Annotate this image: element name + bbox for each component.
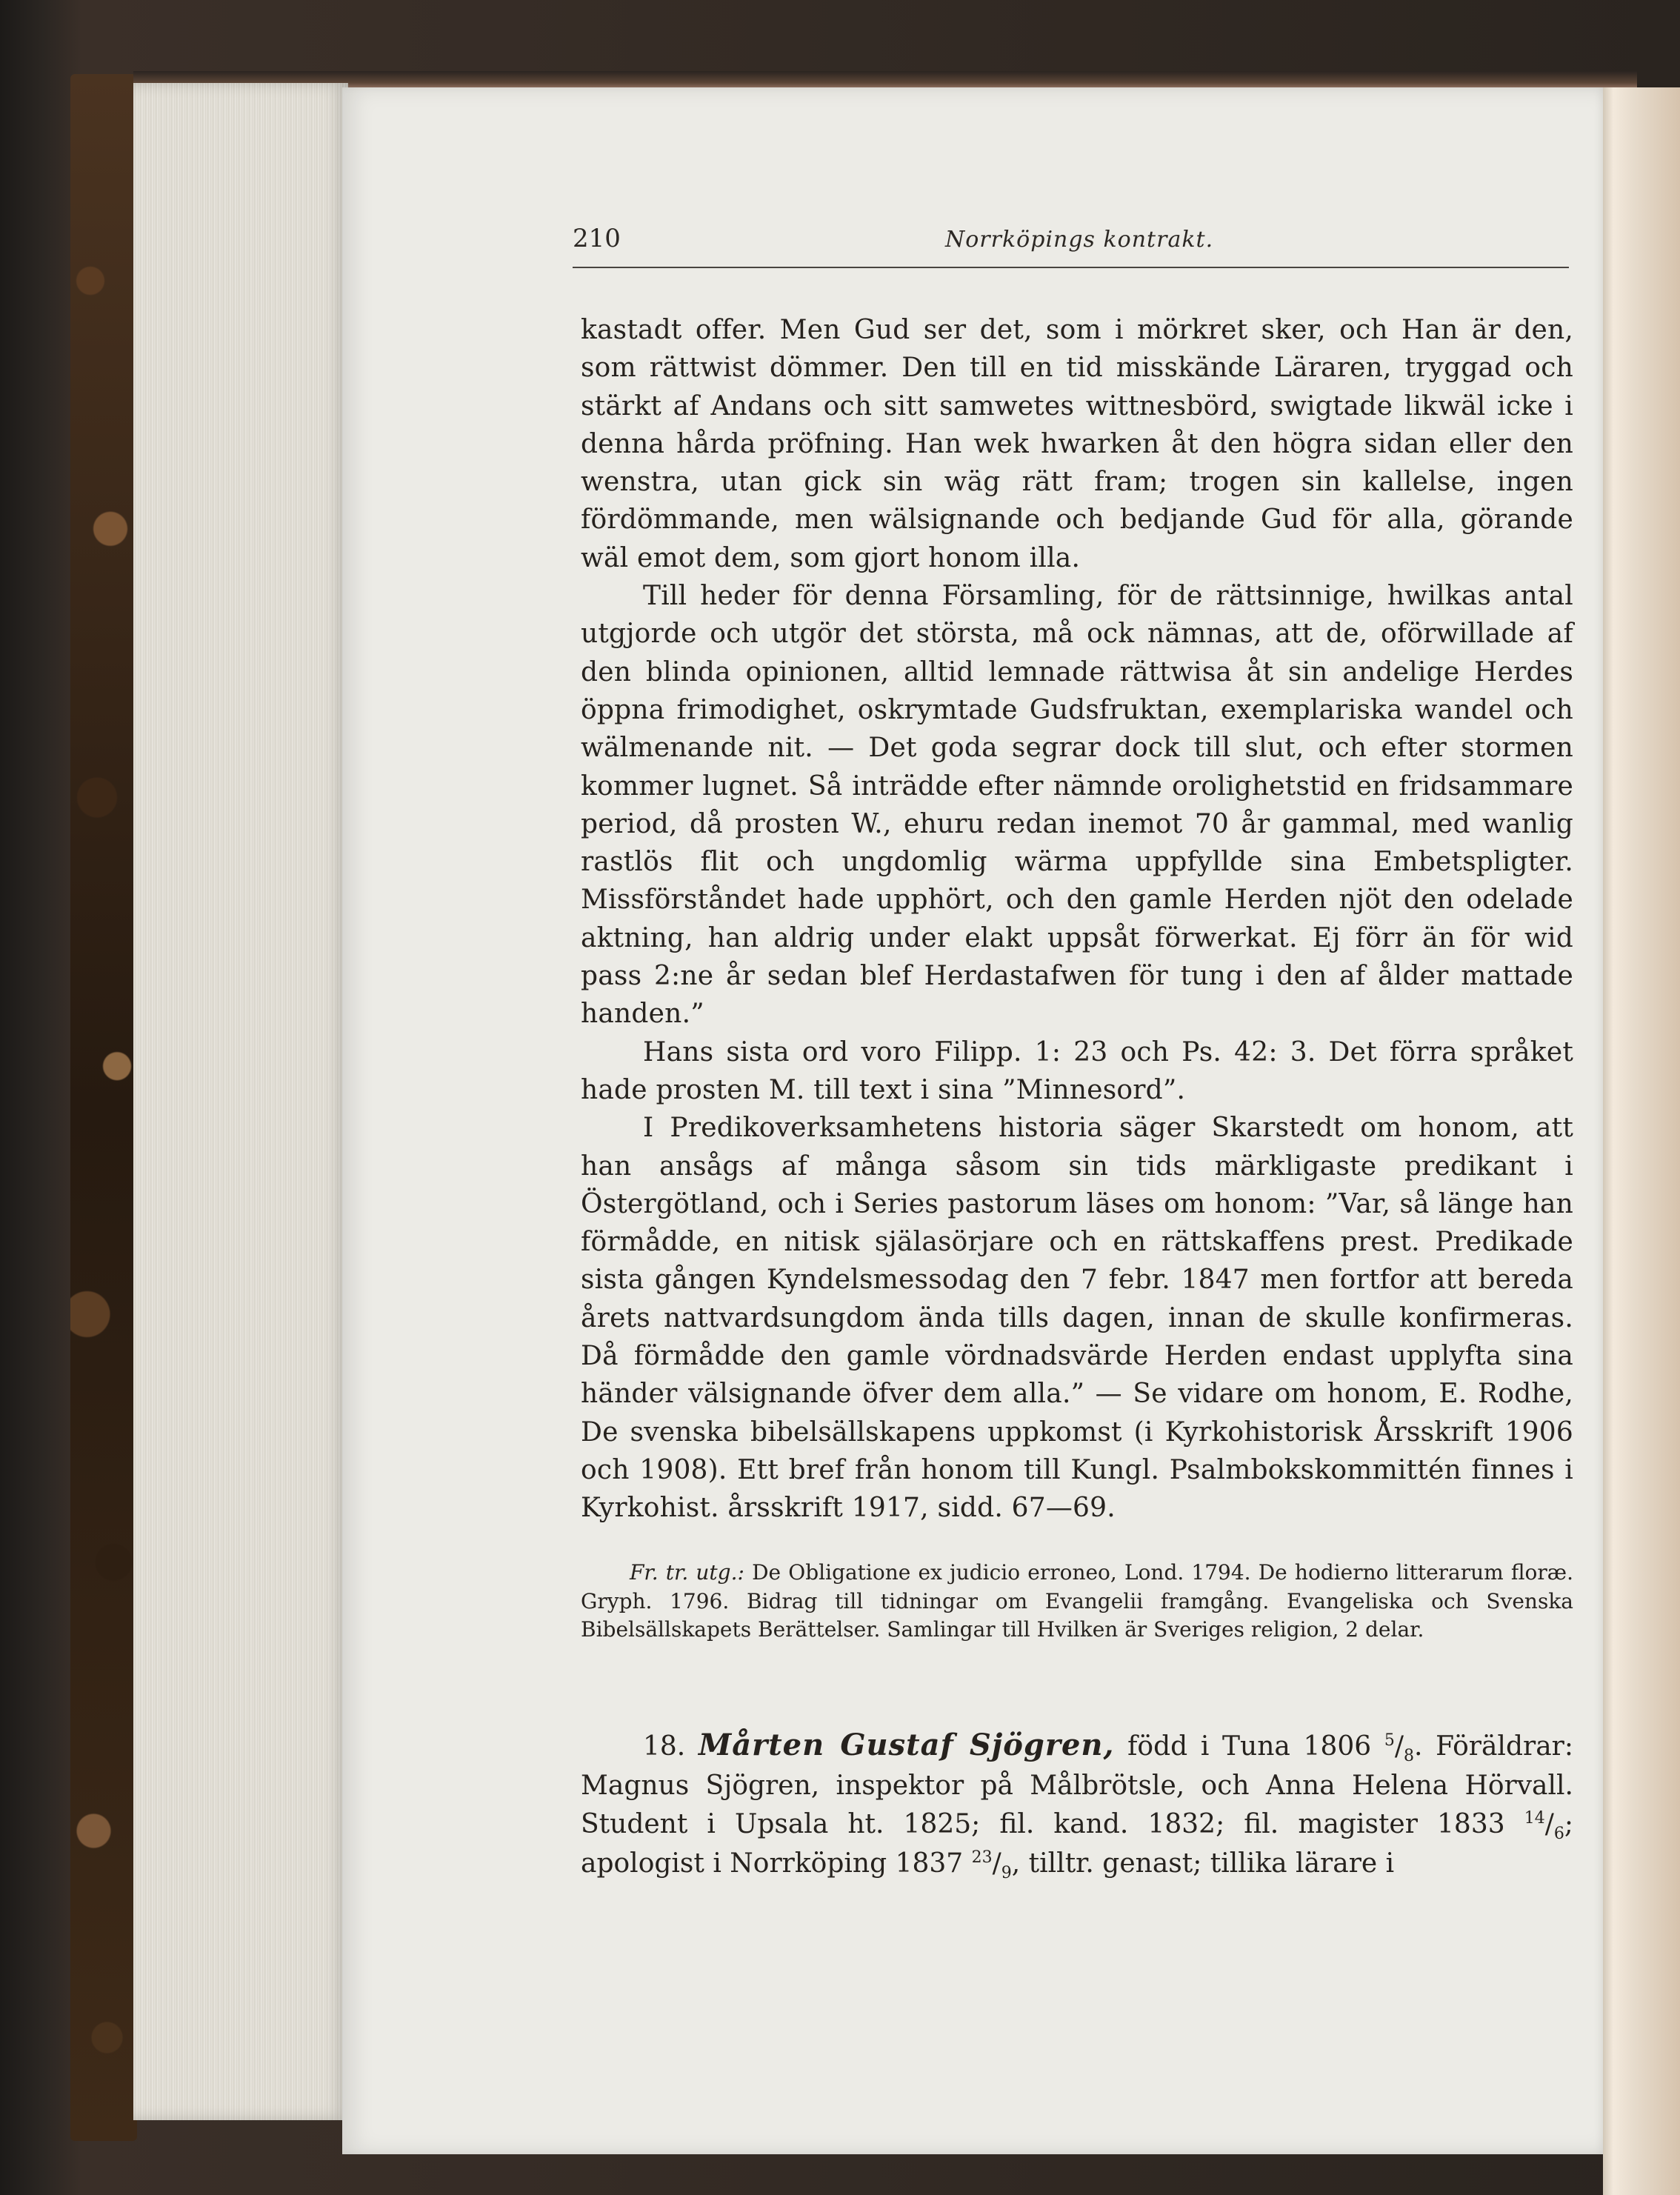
fraction-3-denominator: 9 [1001,1863,1012,1882]
fraction-1-denominator: 8 [1403,1747,1414,1766]
fraction-2-numerator: 14 [1524,1809,1545,1828]
body-text [581,311,1573,1528]
fraction-2-denominator: 6 [1553,1825,1564,1844]
paragraph-4: I Predikoverksamhetens historia säger Skarstedt om honom, att han ansågs af många såsom sin tids märkligaste predikant i Östergötland, och i Series pastorum läses om honom: ”Var, så länge han förmådde, en nitisk själasörjare och en rättskaffens prest. Predikade sista gången Kyndelsmessodag den 7 febr. 1847 men fortfor att bereda årets nattvardsungdom ända tills dagen, innan de skulle konfirmeras. Då förmådde den gamle vördnadsvärde Herden endast upplyfta sina händer välsignande öfver dem alla.” — Se vidare om honom, E. Rodhe, De svenska bibelsällskapens uppkomst (i Kyrkohistorisk Årsskrift 1906 och 1908). Ett bref från honom till Kungl. Psalmbokskommittén finnes i Kyrkohist. årsskrift 1917, sidd. 67—69. [581,1113,1573,1524]
header-rule [573,267,1569,268]
paragraph-3: Hans sista ord voro Filipp. 1: 23 och Ps. 42: 3. Det förra språket hade prosten M. till text i sina ”Minnesord”. [581,1036,1573,1105]
paragraph-1: kastadt offer. Men Gud ser det, som i mörkret sker, och Han är den, som rättwist dömmer. Den till en tid misskände Läraren, tryggad och stärkt af Andans och sitt samwetes wittnesbörd, swigtade likwäl icke i denna hårda pröfning. Han wek hwarken åt den högra sidan eller den wenstra, utan gick sin wäg rätt fram; trogen sin kallelse, ingen fördömmande, men wälsignande och bedjande Gud för alla, görande wäl emot dem, som gjort honom illa. [581,315,1573,573]
fraction-3-numerator: 23 [971,1848,993,1867]
paragraph-2: Till heder för denna Församling, för de rättsinnige, hwilkas antal utgjorde och utgör det största, må ock nämnas, att de, oförwillade af den blinda opinionen, alltid lemnade rättwisa åt sin andelige Herdes öppna frimodighet, oskrymtade Gudsfruktan, exemplariska wandel och wälmenande nit. — Det goda segrar dock till slut, och efter stormen kommer lugnet. Så inträdde efter nämnde orolighetstid en fridsammare period, då prosten W., ehuru redan inemot 70 år gammal, med wanlig rastlös flit och ungdomlig wärma uppfyllde sina Embetspligter. Missförståndet hade upphört, och den gamle Herden njöt den odelade aktning, han aldrig under elakt uppsåt förwerkat. Ej förr än för wid pass 2:ne år sedan blef Herdastafwen för tung i den af ålder mattade handen.” [581,581,1573,1030]
entry-text-1: född i Tuna 1806 [1114,1731,1384,1762]
entry-text-2: . Föräldrar: Magnus Sjögren, inspektor på Målbrötsle, och Anna Helena Hörvall. Student i Upsala ht. 1825; fil. kand. 1832; fil. magister 1833 [581,1731,1574,1839]
right-page-edge [1603,87,1680,2195]
entry-name: Mårten Gustaf Sjögren, [698,1728,1115,1762]
footnote-publications [581,1559,1573,1645]
running-header [573,224,1569,268]
entry-text-4: , tilltr. genast; tillika lärare i [1011,1848,1395,1879]
page-edges [133,83,348,2120]
footnote-lead: Fr. tr. utg.: [630,1560,744,1585]
entry-number: 18. [643,1731,686,1762]
entry-text-3: ; apologist i Norrköping 1837 [581,1809,1573,1879]
footnote-text: De Obligatione ex judicio erroneo, Lond. 1794. De hodierno litterarum floræ. Gryph. 1796. Bidrag till tidningar om Evangelii framgång. Evangeliska och Svenska Bibelsällskapets Berättelser. Samlingar till Hvilken är Sveriges religion, 2 delar. [581,1560,1573,1642]
fraction-1-numerator: 5 [1384,1731,1395,1750]
running-title: Norrköpings kontrakt. [945,227,1214,253]
page-number: 210 [573,224,621,253]
book-cover-edge [70,74,137,2141]
biography-entry: 18. Mårten Gustaf Sjögren, född i Tuna 1806 $^5/_8$. Föräldrar: Magnus Sjögren, inspektor på Målbrötsle, och Anna Helena Hörvall. Student i Upsala ht. 1825; fil. kand. 1832; fil. magister 1833 $^{14}/_6$; apologist i Norrköping 1837 $^{23}/_9$, tilltr. genast; tillika lärare i [581,1728,1574,1882]
